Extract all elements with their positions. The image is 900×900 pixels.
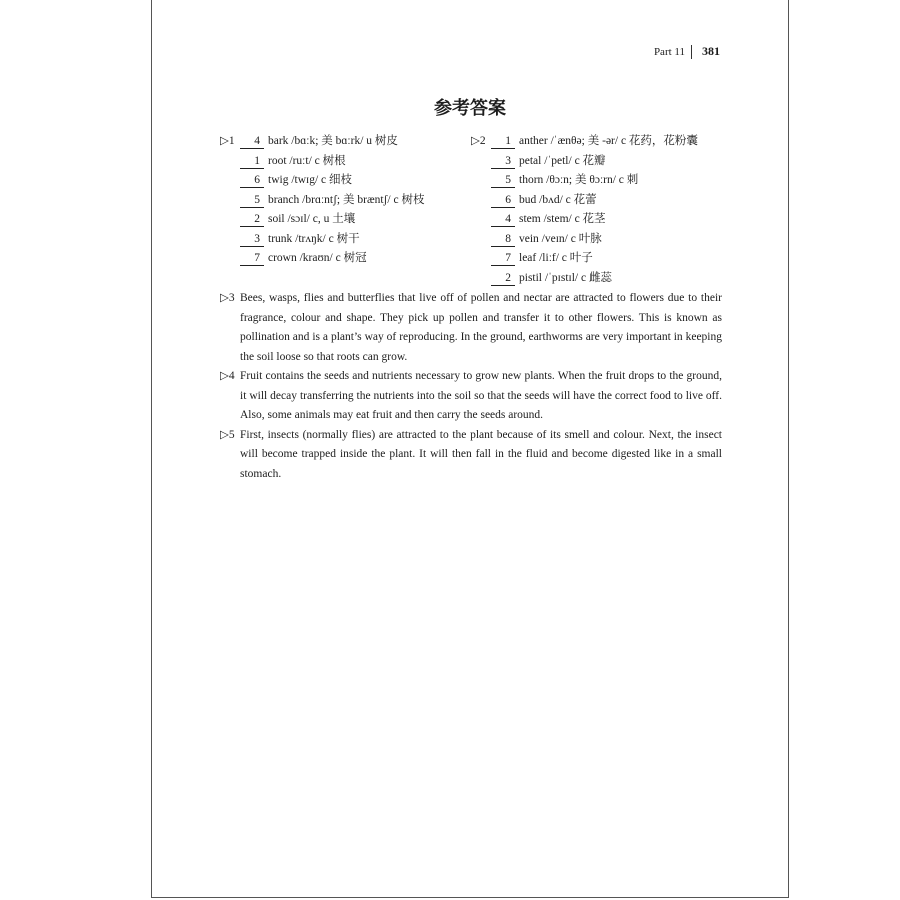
- answer-number: 1: [240, 155, 264, 169]
- section-marker: ▷4: [220, 370, 235, 382]
- answer-row: [471, 171, 731, 191]
- answer-row: [471, 152, 731, 172]
- answer-text: crown /kraʊn/ c 树冠: [268, 252, 367, 264]
- answer-number: 5: [491, 174, 515, 188]
- section-marker: ▷5: [220, 428, 235, 441]
- answer-number: 7: [491, 252, 515, 266]
- answer-row: [471, 210, 731, 230]
- answer-text: bark /bɑːk; 美 bɑːrk/ u 树皮: [268, 135, 398, 147]
- answer-number: 6: [491, 194, 515, 208]
- answer-paragraph: [220, 426, 722, 485]
- running-header: [654, 44, 720, 59]
- answer-row: [220, 210, 460, 230]
- answer-row: [220, 249, 460, 269]
- header-divider: [691, 45, 692, 59]
- answer-number: 2: [240, 213, 264, 227]
- answer-row: [471, 269, 731, 289]
- answer-paragraph: [220, 289, 722, 367]
- answer-paragraphs: [220, 289, 722, 484]
- answer-number: 1: [491, 135, 515, 149]
- answer-row: [471, 191, 731, 211]
- page-number: 381: [702, 44, 720, 58]
- answer-text: branch /brɑːntʃ; 美 bræntʃ/ c 树枝: [268, 193, 425, 206]
- answer-text: soil /sɔɪl/ c, u 土壤: [268, 213, 356, 225]
- answer-number: 7: [240, 252, 264, 266]
- answer-text: bud /bʌd/ c 花蕾: [519, 193, 597, 206]
- answer-text: stem /stem/ c 花茎: [519, 213, 606, 225]
- section-marker: ▷2: [471, 135, 486, 147]
- answer-number: 4: [240, 135, 264, 149]
- section-marker: ▷1: [220, 135, 235, 147]
- answer-row: [220, 152, 460, 172]
- answer-column-1: [220, 132, 460, 269]
- answer-row: [220, 132, 460, 152]
- answer-row: [220, 191, 460, 211]
- answer-row: [471, 230, 731, 250]
- book-page: [151, 0, 789, 898]
- answer-number: 8: [491, 233, 515, 247]
- answer-number: 5: [240, 194, 264, 208]
- page-title: 参考答案: [434, 98, 506, 119]
- answer-row: [471, 249, 731, 269]
- answer-column-2: [471, 132, 731, 288]
- answer-number: 4: [491, 213, 515, 227]
- answer-row: [220, 171, 460, 191]
- answer-text: petal /ˈpetl/ c 花瓣: [519, 154, 606, 167]
- paragraph-text: First, insects (normally flies) are attracted to the plant because of its smell and colour. Next, the insect will become trapped inside the plant. It will then fall in the fluid and become digested like in a small stomach.: [240, 428, 722, 480]
- answer-text: leaf /liːf/ c 叶子: [519, 252, 593, 264]
- part-label: Part 11: [653, 45, 685, 58]
- answer-text: vein /veɪn/ c 叶脉: [519, 232, 602, 245]
- answer-row: [220, 230, 460, 250]
- section-marker: ▷3: [220, 292, 235, 304]
- answer-row: [471, 132, 731, 152]
- answer-paragraph: [220, 367, 722, 426]
- paragraph-text: Fruit contains the seeds and nutrients necessary to grow new plants. When the fruit drops to the ground, it will decay transferring the nutrients into the soil so that the seeds will have the correct food to live off. Also, some animals may eat fruit and then carry the seeds around.: [240, 370, 722, 421]
- answer-text: thorn /θɔːn; 美 θɔːrn/ c 刺: [519, 174, 639, 186]
- answer-text: twig /twɪg/ c 细枝: [268, 174, 353, 186]
- answer-text: anther /ˈænθə; 美 -ər/ c 花药，花粉囊: [519, 135, 698, 147]
- answer-text: root /ruːt/ c 树根: [268, 154, 346, 167]
- answer-number: 3: [491, 155, 515, 169]
- answer-text: pistil /ˈpɪstɪl/ c 雌蕊: [519, 271, 612, 284]
- answer-number: 3: [240, 233, 264, 247]
- answer-number: 6: [240, 174, 264, 188]
- paragraph-text: Bees, wasps, flies and butterflies that live off of pollen and nectar are attracted to flowers due to their fragrance, colour and shape. They pick up pollen and transfer it to other flowers. This is known as pollination and is a plant’s way of reproducing. In the ground, earthworms are very important in keeping the soil loose so that roots can grow.: [240, 292, 722, 363]
- answer-text: trunk /trʌŋk/ c 树干: [268, 232, 360, 245]
- answer-number: 2: [491, 272, 515, 286]
